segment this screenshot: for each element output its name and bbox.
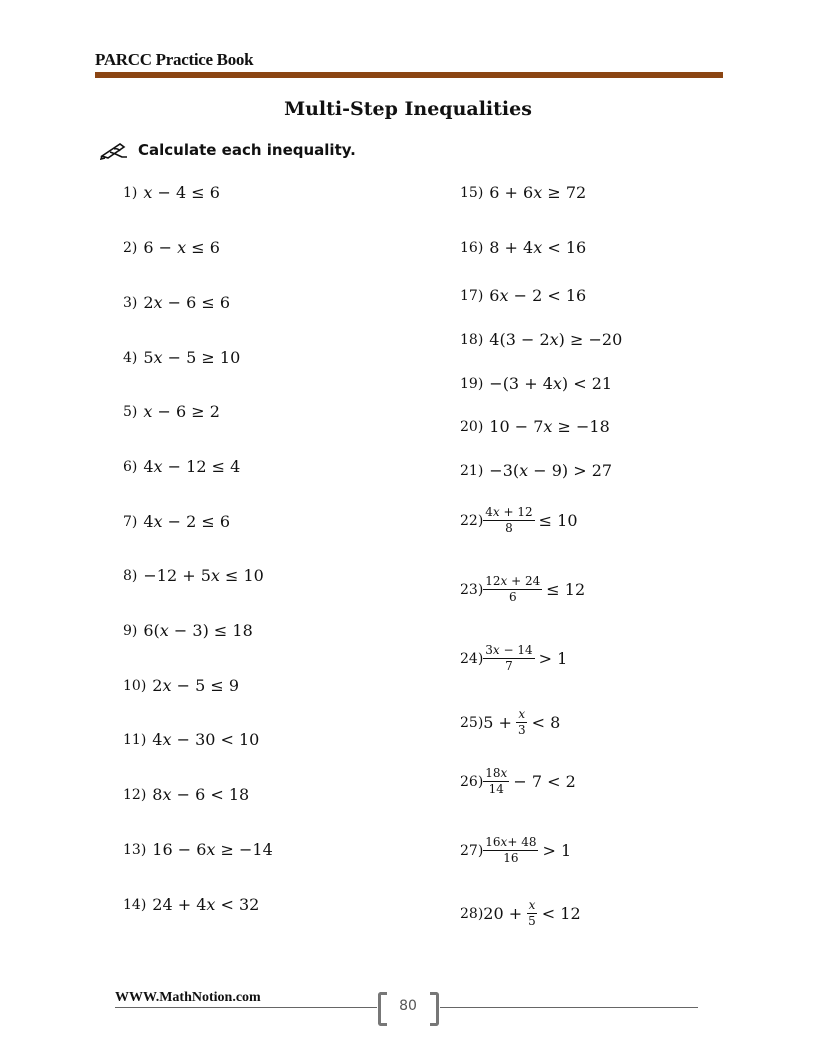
problem-number: 21) (460, 462, 484, 479)
problem-expression: 2𝑥 − 5 ≤ 9 (152, 676, 239, 695)
problem-number: 20) (460, 418, 484, 435)
problem-number: 9) (123, 622, 138, 639)
problem-24 (460, 643, 567, 674)
denominator: 5 (528, 914, 536, 928)
page-title: Multi-Step Inequalities (284, 98, 532, 120)
fraction (483, 835, 538, 866)
fraction (483, 643, 534, 674)
problem-expression: 4𝑥 − 2 ≤ 6 (143, 512, 231, 531)
problem-number: 25) (460, 714, 484, 731)
problem-number: 13) (123, 841, 147, 858)
numerator: 4𝑥 + 12 (485, 505, 533, 519)
problem-number: 15) (460, 184, 484, 201)
problem-number: 28) (460, 905, 484, 922)
problem-17 (460, 286, 586, 305)
footer-website: WWW.MathNotion.com (115, 990, 261, 1005)
problem-expression: −(3 + 4𝑥) < 21 (489, 374, 613, 393)
problem-number: 11) (123, 731, 147, 748)
problem-expression: 8 + 4𝑥 < 16 (489, 238, 587, 257)
problem-number: 6) (123, 458, 138, 475)
problem-19 (460, 374, 612, 393)
problem-expression: 8𝑥 − 6 < 18 (152, 785, 250, 804)
fraction (526, 898, 538, 929)
fraction (483, 766, 509, 797)
problem-25 (460, 707, 560, 738)
page-number: 80 (399, 998, 417, 1014)
problem-number: 8) (123, 567, 138, 584)
problem-rest: > 1 (538, 649, 568, 668)
problem-18 (460, 330, 622, 349)
problem-number: 27) (460, 842, 484, 859)
problem-number: 26) (460, 773, 484, 790)
problem-number: 23) (460, 581, 484, 598)
footer-rule-right (440, 1007, 698, 1008)
problem-rest: > 1 (542, 841, 572, 860)
problem-expression: 4(3 − 2𝑥) ≥ −20 (489, 330, 623, 349)
problem-rest: ≤ 12 (546, 580, 586, 599)
problem-expression: −3(𝑥 − 9) > 27 (489, 461, 613, 480)
problem-23 (460, 574, 585, 605)
problem-5 (123, 402, 220, 421)
problem-number: 1) (123, 184, 138, 201)
numerator: 16𝑥+ 48 (485, 835, 537, 849)
page-number-bracket-right (430, 992, 439, 1026)
problem-number: 24) (460, 650, 484, 667)
problem-expression: 24 + 4𝑥 < 32 (152, 895, 260, 914)
problem-6 (123, 457, 240, 476)
numerator: 12𝑥 + 24 (485, 574, 541, 588)
problem-expression: 6(𝑥 − 3) ≤ 18 (143, 621, 253, 640)
header-title: PARCC Practice Book (95, 50, 254, 69)
problem-expression: 10 − 7𝑥 ≥ −18 (489, 417, 610, 436)
problem-number: 10) (123, 677, 147, 694)
problem-expression: −12 + 5𝑥 ≤ 10 (143, 566, 264, 585)
problem-number: 14) (123, 896, 147, 913)
problem-expression: 5𝑥 − 5 ≥ 10 (143, 348, 241, 367)
problem-number: 5) (123, 403, 138, 420)
problem-expression: 4𝑥 − 12 ≤ 4 (143, 457, 241, 476)
page-number-bracket-left (378, 992, 387, 1026)
denominator: 8 (505, 521, 513, 535)
fraction (516, 707, 528, 738)
problem-13 (123, 840, 273, 859)
problem-number: 4) (123, 349, 138, 366)
problem-1 (123, 183, 220, 202)
problem-expression: 2𝑥 − 6 ≤ 6 (143, 293, 231, 312)
problem-number: 19) (460, 375, 484, 392)
problem-3 (123, 293, 230, 312)
denominator: 16 (503, 851, 519, 865)
fraction (483, 574, 542, 605)
denominator: 14 (488, 782, 504, 796)
problem-20 (460, 417, 610, 436)
problem-number: 2) (123, 239, 138, 256)
numerator: 3𝑥 − 14 (485, 643, 533, 657)
instruction (100, 138, 356, 162)
problem-9 (123, 621, 253, 640)
problem-prefix: 20 + (483, 904, 523, 923)
problem-26 (460, 766, 576, 797)
problem-expression: 6𝑥 − 2 < 16 (489, 286, 587, 305)
problem-number: 7) (123, 513, 138, 530)
pencil-hand-icon (100, 140, 128, 160)
problem-number: 12) (123, 786, 147, 803)
problem-2 (123, 238, 220, 257)
problem-prefix: 5 + (483, 713, 512, 732)
problem-28 (460, 898, 581, 929)
problem-expression: 𝑥 − 6 ≥ 2 (143, 402, 220, 421)
problem-number: 22) (460, 512, 484, 529)
problem-number: 16) (460, 239, 484, 256)
problem-12 (123, 785, 249, 804)
problem-rest: − 7 < 2 (513, 772, 576, 791)
denominator: 3 (517, 723, 526, 737)
problem-number: 18) (460, 331, 484, 348)
numerator: 𝑥 (518, 707, 526, 721)
problem-expression: 6 − 𝑥 ≤ 6 (143, 238, 220, 257)
problem-11 (123, 730, 259, 749)
problem-rest: ≤ 10 (538, 511, 578, 530)
problem-10 (123, 676, 239, 695)
numerator: 18𝑥 (485, 766, 508, 780)
problem-number: 3) (123, 294, 138, 311)
problem-rest: < 8 (531, 713, 561, 732)
problem-expression: 4𝑥 − 30 < 10 (152, 730, 260, 749)
problem-expression: 16 − 6𝑥 ≥ −14 (152, 840, 273, 859)
problem-8 (123, 566, 264, 585)
denominator: 7 (505, 659, 513, 673)
problem-expression: 𝑥 − 4 ≤ 6 (143, 183, 220, 202)
problem-expression: 6 + 6𝑥 ≥ 72 (489, 183, 587, 202)
fraction (483, 505, 534, 536)
problem-number: 17) (460, 287, 484, 304)
problem-14 (123, 895, 259, 914)
numerator: 𝑥 (528, 898, 536, 912)
header-divider (95, 72, 723, 78)
problem-16 (460, 238, 586, 257)
denominator: 6 (508, 590, 517, 604)
problem-4 (123, 348, 240, 367)
problem-27 (460, 835, 571, 866)
problem-rest: < 12 (541, 904, 581, 923)
instruction-text: Calculate each inequality. (138, 141, 356, 159)
problem-15 (460, 183, 586, 202)
footer-rule-left (115, 1007, 377, 1008)
problem-7 (123, 512, 230, 531)
problem-21 (460, 461, 612, 480)
problem-22 (460, 505, 578, 536)
